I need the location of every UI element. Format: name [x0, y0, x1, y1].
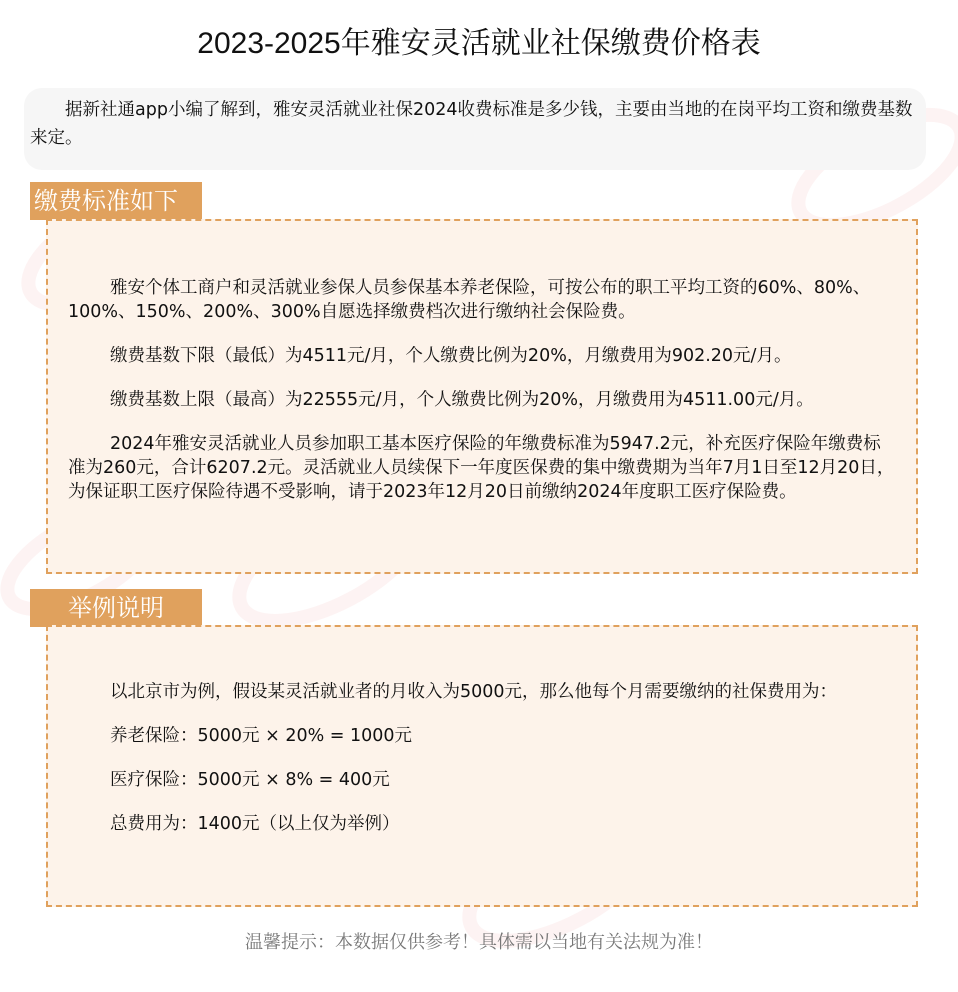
example-paragraph: 总费用为：1400元（以上仅为举例）	[110, 814, 400, 834]
example-paragraph: 医疗保险：5000元 × 8% = 400元	[110, 770, 390, 790]
standard-box	[46, 219, 918, 574]
standard-paragraph: 缴费基数上限（最高）为22555元/月，个人缴费比例为20%，月缴费用为4511.00元/月。	[110, 390, 814, 410]
intro-panel	[24, 88, 926, 170]
example-paragraph: 以北京市为例，假设某灵活就业者的月收入为5000元，那么他每个月需要缴纳的社保费用为：	[110, 682, 838, 702]
standard-paragraph: 雅安个体工商户和灵活就业参保人员参保基本养老保险，可按公布的职工平均工资的60%、80%、100%、150%、200%、300%自愿选择缴费档次进行缴纳社会保险费。	[68, 278, 871, 322]
example-box	[46, 625, 918, 907]
example-paragraph: 养老保险：5000元 × 20% = 1000元	[110, 726, 413, 746]
page-title: 2023-2025年雅安灵活就业社保缴费价格表	[197, 27, 761, 60]
section-heading-standard: 缴费标准如下	[30, 182, 202, 220]
intro-text: 据新社通app小编了解到，雅安灵活就业社保2024收费标准是多少钱，主要由当地的在岗平均工资和缴费基数来定。	[30, 100, 913, 148]
standard-paragraph: 缴费基数下限（最低）为4511元/月，个人缴费比例为20%，月缴费用为902.20元/月。	[110, 346, 792, 366]
standard-paragraph: 2024年雅安灵活就业人员参加职工基本医疗保险的年缴费标准为5947.2元，补充医疗保险年缴费标准为260元，合计6207.2元。灵活就业人员续保下一年度医保费的集中缴费期为当年7月1日至12月20日，为保证职工医疗保险待遇不受影响，请于2023年12月20日前缴纳2024年度职工医疗保险费。	[68, 434, 895, 502]
section-heading-example: 举例说明	[30, 589, 202, 627]
footer-tip: 温馨提示：本数据仅供参考！具体需以当地有关法规为准！	[245, 932, 713, 953]
